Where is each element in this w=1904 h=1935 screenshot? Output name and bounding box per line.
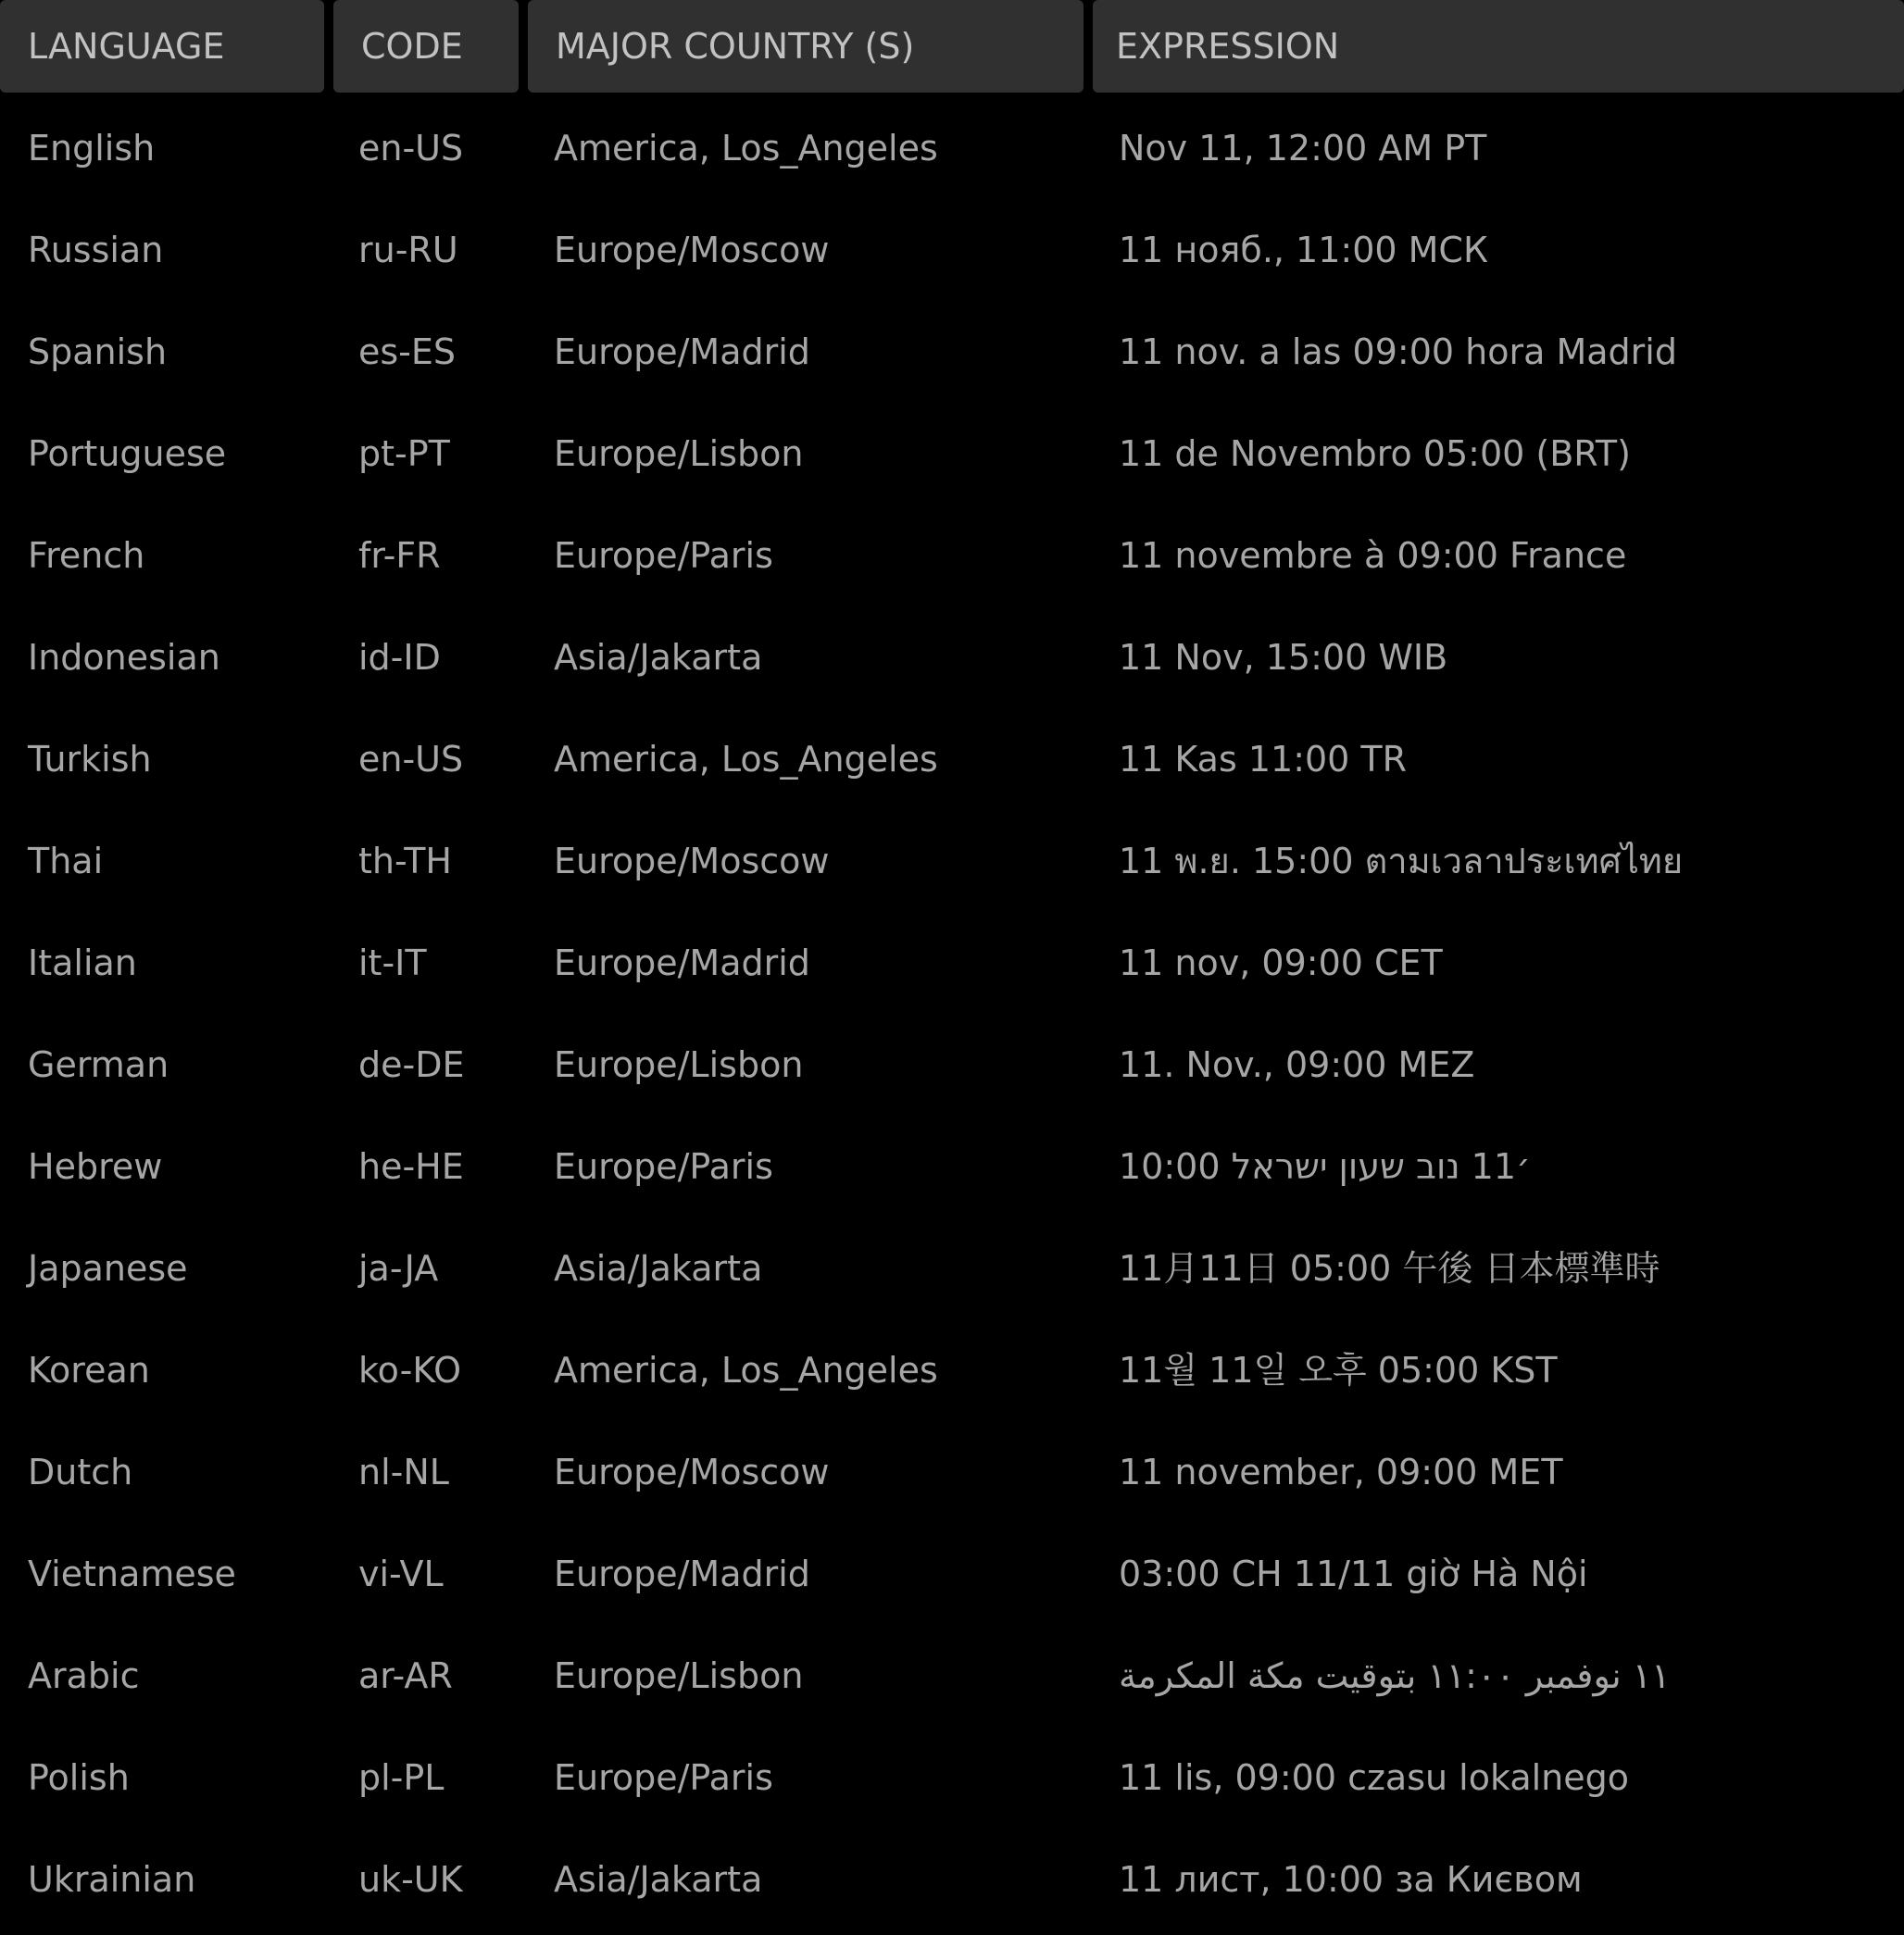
cell-language: Korean	[28, 1350, 150, 1391]
table-row	[0, 500, 1904, 602]
cell-expression: 11 lis, 09:00 czasu lokalnego	[1119, 1757, 1629, 1798]
cell-expression: Nov 11, 12:00 AM PT	[1119, 128, 1487, 169]
cell-code: th-TH	[358, 841, 452, 881]
cell-code: uk-UK	[358, 1859, 463, 1900]
cell-code: he-HE	[358, 1146, 464, 1187]
table-row	[0, 194, 1904, 296]
cell-code: ja-JA	[358, 1248, 439, 1289]
cell-expression: 11 de Novembro 05:00 (BRT)	[1119, 433, 1631, 474]
cell-language: German	[28, 1044, 169, 1085]
cell-expression: 11 Nov, 15:00 WIB	[1119, 637, 1448, 678]
cell-major-country: Asia/Jakarta	[554, 1248, 763, 1289]
cell-expression: 11 novembre à 09:00 France	[1119, 535, 1627, 576]
cell-language: Vietnamese	[28, 1554, 236, 1594]
cell-expression: 11월 11일 오후 05:00 KST	[1119, 1350, 1558, 1391]
cell-language: Spanish	[28, 331, 168, 372]
cell-major-country: Europe/Moscow	[554, 1452, 830, 1492]
cell-code: es-ES	[358, 331, 457, 372]
cell-major-country: America, Los_Angeles	[554, 739, 938, 780]
table-body	[0, 93, 1904, 1926]
column-header-code[interactable]: CODE	[333, 0, 519, 93]
cell-expression: 11. Nov., 09:00 MEZ	[1119, 1044, 1475, 1085]
table-row	[0, 1111, 1904, 1213]
column-header-major-country[interactable]: MAJOR COUNTRY (S)	[528, 0, 1084, 93]
cell-major-country: Europe/Moscow	[554, 841, 830, 881]
cell-major-country: Europe/Lisbon	[554, 1044, 804, 1085]
cell-expression: 03:00 CH 11/11 giờ Hà Nội	[1119, 1554, 1588, 1594]
cell-code: ar-AR	[358, 1655, 453, 1696]
cell-code: ko-KO	[358, 1350, 462, 1391]
cell-major-country: Europe/Madrid	[554, 943, 810, 983]
cell-expression: ١١ نوفمبر ١١:٠٠ بتوقيت مكة المكرمة	[1119, 1655, 1671, 1696]
table-row	[0, 1009, 1904, 1111]
cell-expression: 10:00 ׳11 נוב שעון ישראל	[1119, 1146, 1531, 1187]
table-row	[0, 805, 1904, 907]
table-row	[0, 704, 1904, 805]
cell-language: Arabic	[28, 1655, 140, 1696]
cell-language: Hebrew	[28, 1146, 163, 1187]
cell-language: Portuguese	[28, 433, 227, 474]
cell-expression: 11 Kas 11:00 TR	[1119, 739, 1408, 780]
cell-major-country: Europe/Madrid	[554, 1554, 810, 1594]
table-row	[0, 1417, 1904, 1518]
cell-language: Dutch	[28, 1452, 133, 1492]
cell-expression: 11 лист, 10:00 за Києвом	[1119, 1859, 1583, 1900]
cell-major-country: Europe/Madrid	[554, 331, 810, 372]
cell-language: Polish	[28, 1757, 130, 1798]
cell-code: en-US	[358, 128, 464, 169]
cell-major-country: Europe/Paris	[554, 535, 773, 576]
cell-major-country: America, Los_Angeles	[554, 1350, 938, 1391]
cell-major-country: Europe/Moscow	[554, 230, 830, 270]
cell-code: pl-PL	[358, 1757, 445, 1798]
cell-language: Japanese	[28, 1248, 188, 1289]
cell-code: fr-FR	[358, 535, 441, 576]
cell-language: Russian	[28, 230, 164, 270]
cell-major-country: Europe/Lisbon	[554, 433, 804, 474]
cell-code: de-DE	[358, 1044, 465, 1085]
cell-major-country: Asia/Jakarta	[554, 1859, 763, 1900]
cell-expression: 11 พ.ย. 15:00 ตามเวลาประเทศไทย	[1119, 841, 1684, 881]
cell-expression: 11 nov, 09:00 CET	[1119, 943, 1443, 983]
cell-expression: 11 нояб., 11:00 МСК	[1119, 230, 1488, 270]
table-row	[0, 1213, 1904, 1315]
table-row	[0, 1518, 1904, 1620]
cell-major-country: Europe/Lisbon	[554, 1655, 804, 1696]
table-row	[0, 296, 1904, 398]
cell-major-country: Asia/Jakarta	[554, 637, 763, 678]
table-row	[0, 93, 1904, 194]
cell-expression: 11 nov. a las 09:00 hora Madrid	[1119, 331, 1677, 372]
cell-major-country: Europe/Paris	[554, 1757, 773, 1798]
cell-code: pt-PT	[358, 433, 450, 474]
cell-language: Italian	[28, 943, 137, 983]
table-row	[0, 1722, 1904, 1824]
table-row	[0, 1620, 1904, 1722]
cell-expression: 11 november, 09:00 MET	[1119, 1452, 1563, 1492]
cell-code: it-IT	[358, 943, 427, 983]
cell-major-country: Europe/Paris	[554, 1146, 773, 1187]
cell-language: Turkish	[28, 739, 152, 780]
table-row	[0, 1824, 1904, 1926]
cell-code: nl-NL	[358, 1452, 449, 1492]
table-row	[0, 1315, 1904, 1417]
cell-code: en-US	[358, 739, 464, 780]
cell-language: French	[28, 535, 145, 576]
cell-code: id-ID	[358, 637, 441, 678]
cell-major-country: America, Los_Angeles	[554, 128, 938, 169]
cell-code: ru-RU	[358, 230, 458, 270]
cell-language: Indonesian	[28, 637, 220, 678]
column-header-language[interactable]: LANGUAGE	[0, 0, 324, 93]
column-header-expression[interactable]: EXPRESSION	[1093, 0, 1904, 93]
table-row	[0, 602, 1904, 704]
cell-language: Thai	[28, 841, 104, 881]
cell-expression: 11月11日 05:00 午後 日本標準時	[1119, 1248, 1660, 1289]
table-row	[0, 907, 1904, 1009]
cell-code: vi-VL	[358, 1554, 444, 1594]
table-header	[0, 0, 1904, 93]
cell-language: Ukrainian	[28, 1859, 196, 1900]
cell-language: English	[28, 128, 156, 169]
table-row	[0, 398, 1904, 500]
